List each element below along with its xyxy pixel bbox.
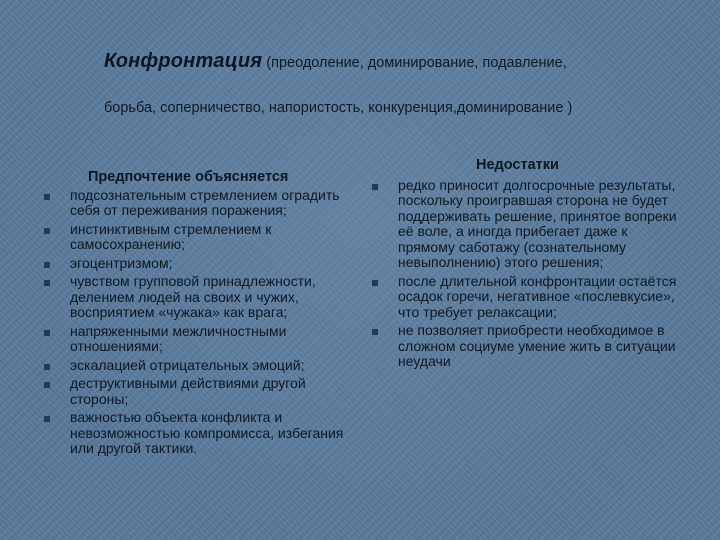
list-item (372, 178, 682, 271)
list-item (44, 256, 344, 272)
list-item (44, 274, 344, 321)
list-item-text: редко приносит долгосрочные результаты, поскольку проигравшая сторона не будет поддерживать решение, принятое вопреки её воле, а иногда прибегает даже к прямому саботажу (сознательному невыполнению) этого решения; (398, 176, 677, 270)
list-item-text: эгоцентризмом; (70, 254, 173, 271)
square-bullet-icon (372, 184, 378, 190)
title-keyword: Конфронтация (104, 50, 263, 72)
drawbacks-list (372, 178, 682, 370)
list-item-text: эскалацией отрицательных эмоций; (70, 356, 305, 373)
square-bullet-icon (44, 382, 50, 388)
list-item-text: важностью объекта конфликта и невозможностью компромисса, избегания или другой тактики. (70, 409, 344, 456)
square-bullet-icon (44, 262, 50, 268)
list-item (44, 376, 344, 407)
square-bullet-icon (372, 329, 378, 335)
square-bullet-icon (372, 280, 378, 286)
square-bullet-icon (44, 194, 50, 200)
preferences-heading: Предпочтение объясняется (88, 169, 289, 185)
drawbacks-heading: Недостатки (476, 157, 559, 173)
title-rest: (преодоление, доминирование, подавление, (262, 55, 567, 71)
square-bullet-icon (44, 330, 50, 336)
list-item-text: не позволяет приобрести необходимое в сложном социуме умение жить в ситуации неудачи (398, 322, 676, 369)
list-item-text: чувством групповой принадлежности, делением людей на своих и чужих, восприятием «чужака» как врага; (70, 273, 316, 320)
list-item-text: подсознательным стремлением оградить себя от переживания поражения; (70, 186, 340, 218)
preferences-list (44, 188, 344, 457)
list-item (44, 410, 344, 457)
slide-subtitle: борьба, соперничество, напористость, конкуренция,доминирование ) (104, 100, 573, 116)
square-bullet-icon (44, 364, 50, 370)
square-bullet-icon (44, 280, 50, 286)
list-item-text: деструктивными действиями другой стороны; (70, 375, 306, 407)
list-item (44, 324, 344, 355)
square-bullet-icon (44, 416, 50, 422)
list-item (44, 222, 344, 253)
list-item (44, 358, 344, 374)
list-item (372, 274, 682, 321)
list-item (372, 323, 682, 370)
list-item-text: напряженными межличностными отношениями; (70, 322, 287, 354)
list-item (44, 188, 344, 219)
slide-title (104, 50, 704, 73)
drawbacks-column (372, 158, 682, 373)
list-item-text: после длительной конфронтации остаётся осадок горечи, негативное «послевкусие», что требует релаксации; (398, 272, 677, 320)
preferences-column (44, 170, 344, 460)
square-bullet-icon (44, 228, 50, 234)
list-item-text: инстинктивным стремлением к самосохранению; (70, 220, 272, 252)
